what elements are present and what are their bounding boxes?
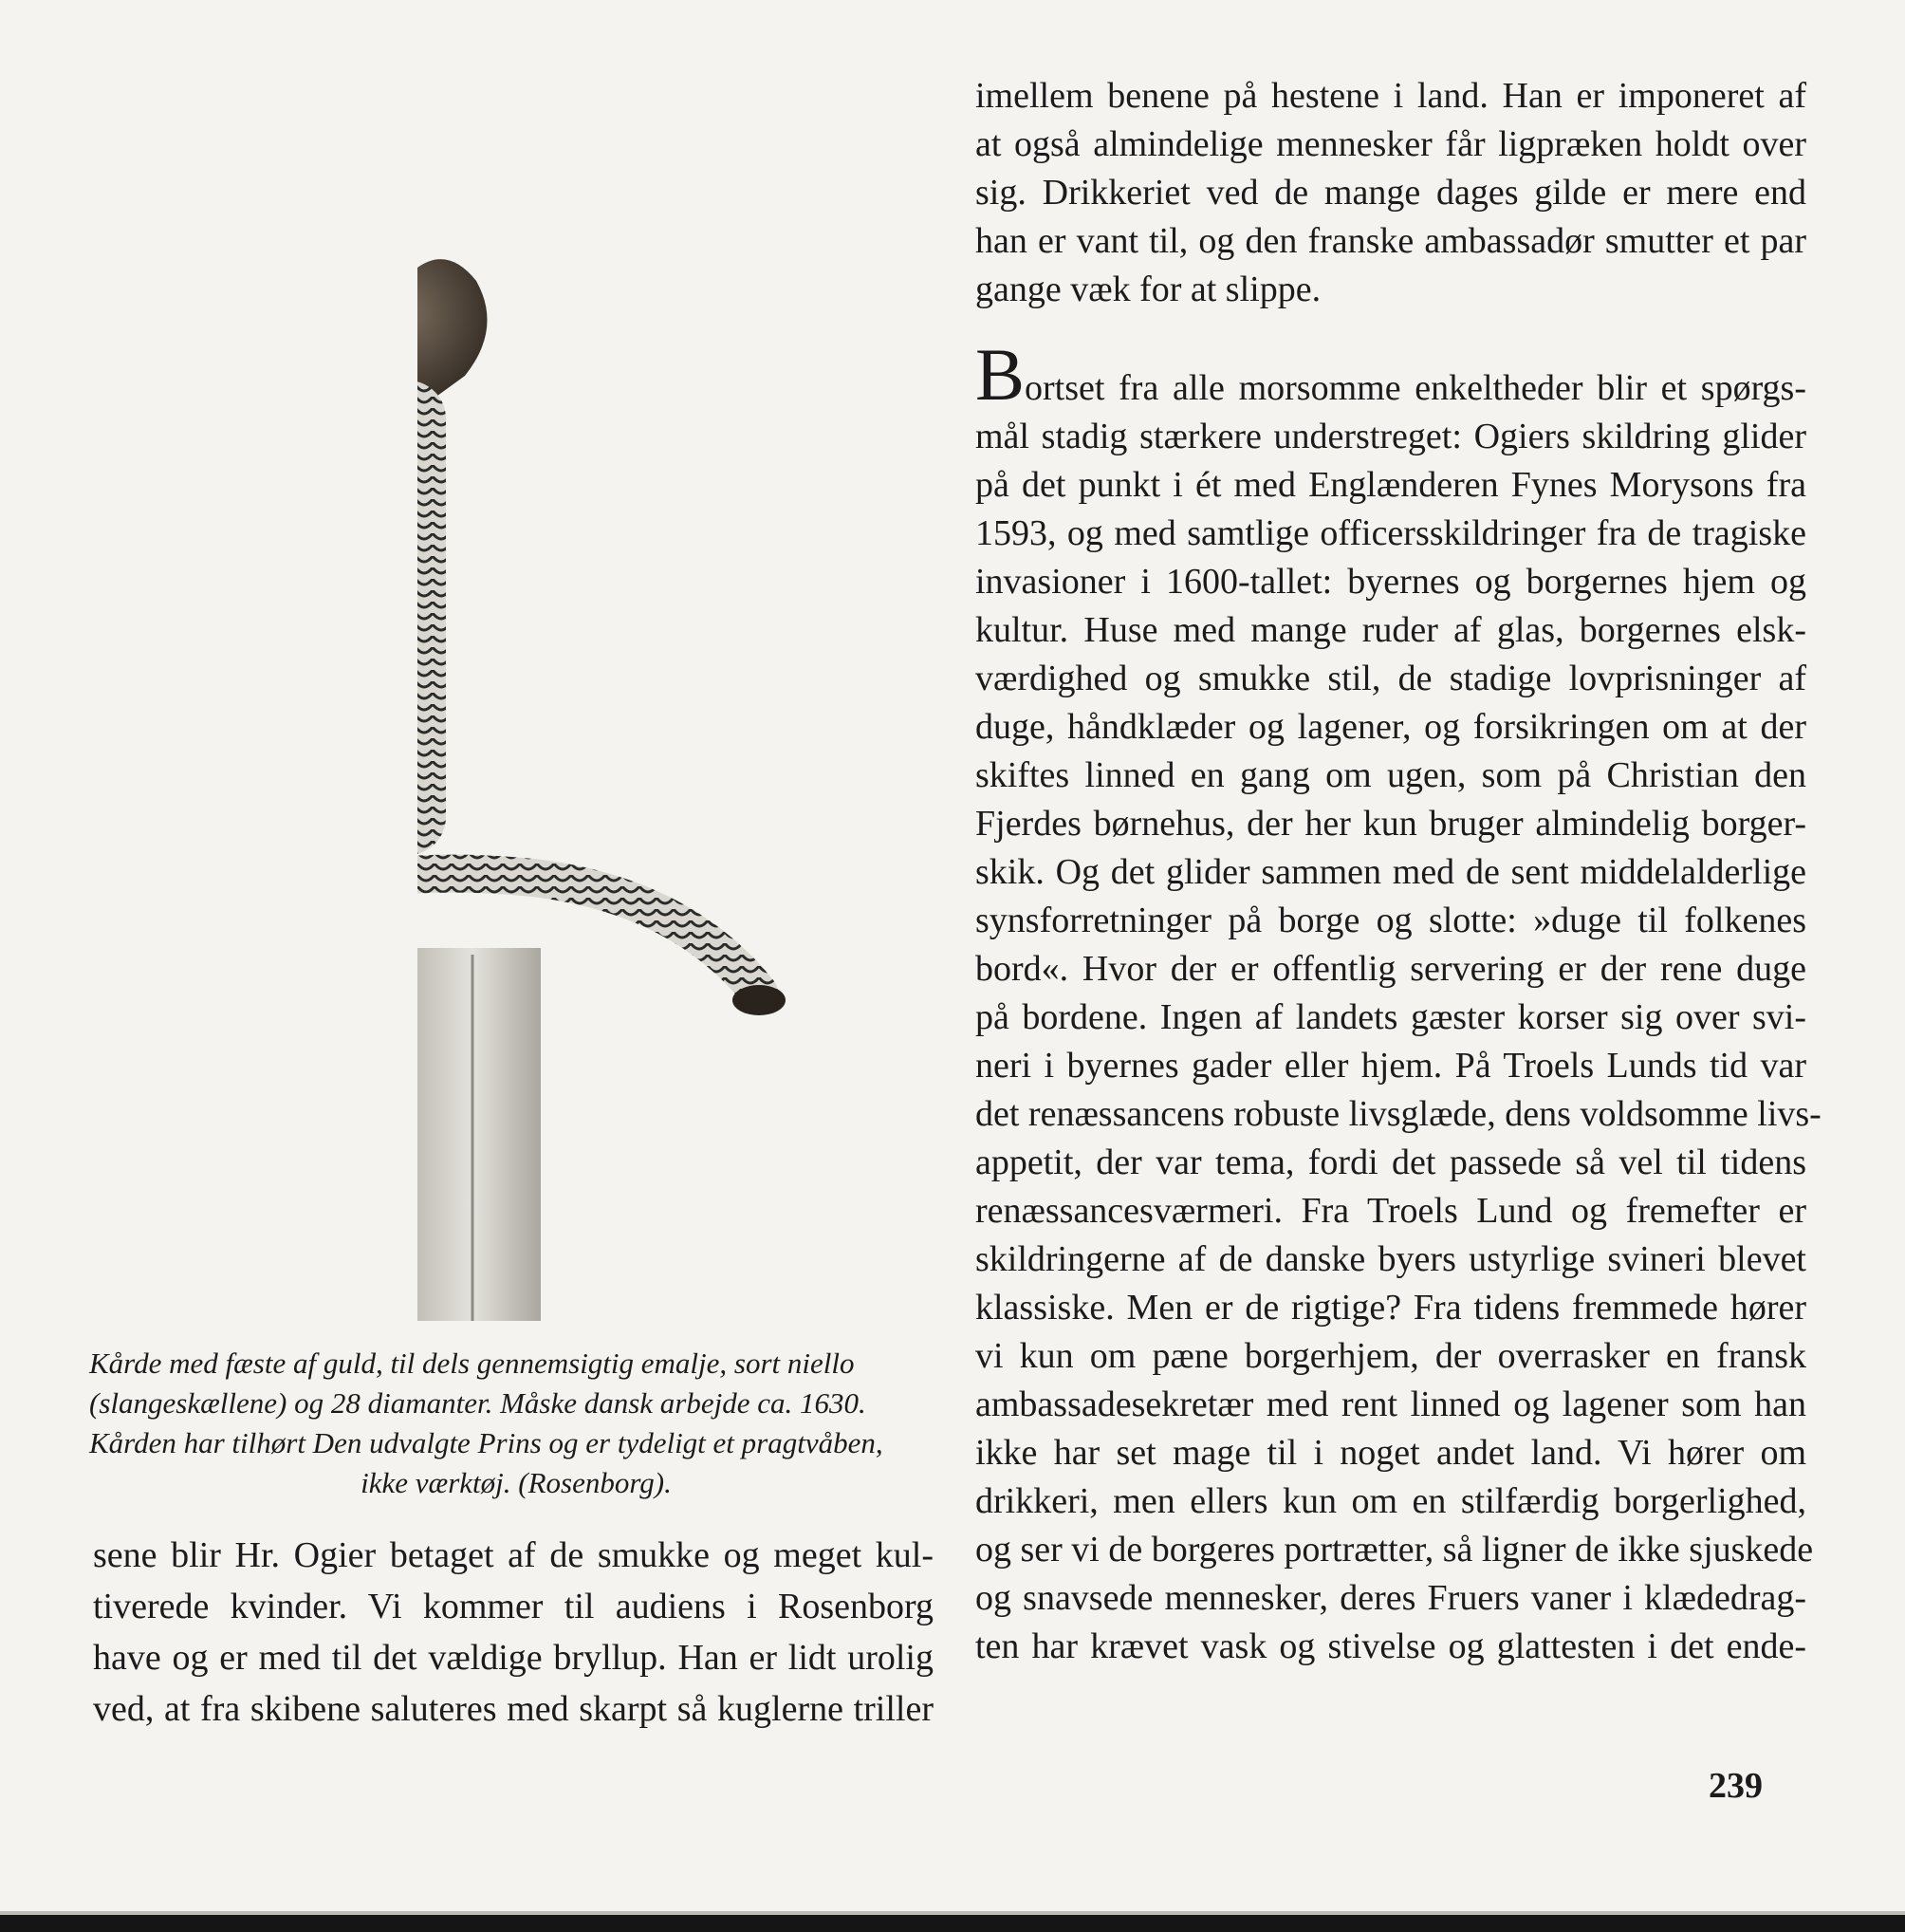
text-line: bord«. Hvor der er offentlig servering er der rene duge (975, 949, 1806, 989)
text-line: renæssancesværmeri. Fra Troels Lund og fremefter er (975, 1191, 1806, 1231)
left-column-text (93, 1530, 934, 1735)
text-line: gange væk for at slippe. (975, 269, 1322, 309)
text-line: ikke har set mage til i noget andet land. Vi hører om (975, 1433, 1806, 1473)
paragraph-2 (975, 333, 1822, 1671)
caption-line: ikke værktøj. (Rosenborg). (361, 1466, 672, 1499)
drop-cap: B (975, 333, 1026, 416)
text-line: sene blir Hr. Ogier betaget af de smukke og meget kul- (93, 1535, 934, 1575)
caption-line: (slangeskællene) og 28 diamanter. Måske dansk arbejde ca. 1630. (89, 1386, 866, 1420)
text-line: drikkeri, men ellers kun om en stilfærdig borgerlighed, (975, 1481, 1806, 1521)
text-line: invasioner i 1600-tallet: byernes og borgernes hjem og (975, 562, 1806, 602)
scan-edge (0, 1915, 1905, 1932)
right-column-text (975, 72, 1822, 1671)
text-line: og ser vi de borgeres portrætter, så ligner de ikke sjuskede (975, 1530, 1814, 1570)
text-line: duge, håndklæder og lagener, og forsikringen om at der (975, 707, 1806, 747)
text-line: 1593, og med samtlige officersskildringer fra de tragiske (975, 513, 1806, 553)
sword-hilt-photo (417, 214, 930, 1321)
text-line: klassiske. Men er de rigtige? Fra tidens fremmede hører (975, 1288, 1806, 1328)
text-line: ambassadesekretær med rent linned og lagener som han (975, 1384, 1806, 1424)
text-line: Fjerdes børnehus, der her kun bruger almindelig borger- (975, 804, 1806, 844)
text-line: på bordene. Ingen af landets gæster korser sig over svi- (975, 997, 1806, 1037)
text-line: appetit, der var tema, fordi det passede så vel til tidens (975, 1142, 1806, 1182)
text-line: han er vant til, og den franske ambassadør smutter et par (975, 221, 1806, 261)
text-line: neri i byernes gader eller hjem. På Troels Lunds tid var (975, 1046, 1806, 1086)
text-line (975, 333, 1806, 416)
text-line: skildringerne af de danske byers ustyrlige svineri blevet (975, 1239, 1806, 1279)
text-line: have og er med til det vældige bryllup. Han er lidt urolig (93, 1638, 934, 1678)
first-line-text: ortset fra alle morsomme enkeltheder blir et spørgs- (1025, 368, 1806, 408)
text-line: det renæssancens robuste livsglæde, dens voldsomme livs- (975, 1094, 1822, 1134)
page-number: 239 (1709, 1766, 1763, 1806)
text-line: skik. Og det glider sammen med de sent middelalderlige (975, 852, 1806, 892)
text-line: ten har krævet vask og stivelse og glattesten i det ende- (975, 1626, 1806, 1666)
sword-hilt-image (417, 214, 930, 1321)
text-line: kultur. Huse med mange ruder af glas, borgernes elsk- (975, 610, 1806, 650)
text-line: mål stadig stærkere understreget: Ogiers skildring glider (975, 417, 1806, 456)
text-line: tiverede kvinder. Vi kommer til audiens i Rosenborg (93, 1587, 934, 1626)
text-line: at også almindelige mennesker får ligpræken holdt over (975, 124, 1806, 164)
text-line: værdighed og smukke stil, de stadige lovprisninger af (975, 659, 1806, 698)
caption-line: Kårde med fæste af guld, til dels gennemsigtig emalje, sort niello (89, 1347, 855, 1380)
text-line: på det punkt i ét med Englænderen Fynes Morysons fra (975, 465, 1806, 505)
figure-caption (89, 1344, 943, 1503)
text-line: vi kun om pæne borgerhjem, der overrasker en fransk (975, 1336, 1806, 1376)
text-line: synsforretninger på borge og slotte: »duge til folkenes (975, 901, 1806, 940)
paragraph-1 (975, 72, 1806, 314)
text-line: og snavsede mennesker, deres Fruers vaner i klædedrag- (975, 1578, 1806, 1618)
text-line: ved, at fra skibene saluteres med skarpt så kuglerne triller (93, 1689, 934, 1729)
caption-line: Kården har tilhørt Den udvalgte Prins og er tydeligt et pragtvåben, (89, 1426, 883, 1459)
text-line: sig. Drikkeriet ved de mange dages gilde er mere end (975, 173, 1806, 213)
text-line: skiftes linned en gang om ugen, som på Christian den (975, 755, 1806, 795)
text-line: imellem benene på hestene i land. Han er imponeret af (975, 76, 1806, 116)
